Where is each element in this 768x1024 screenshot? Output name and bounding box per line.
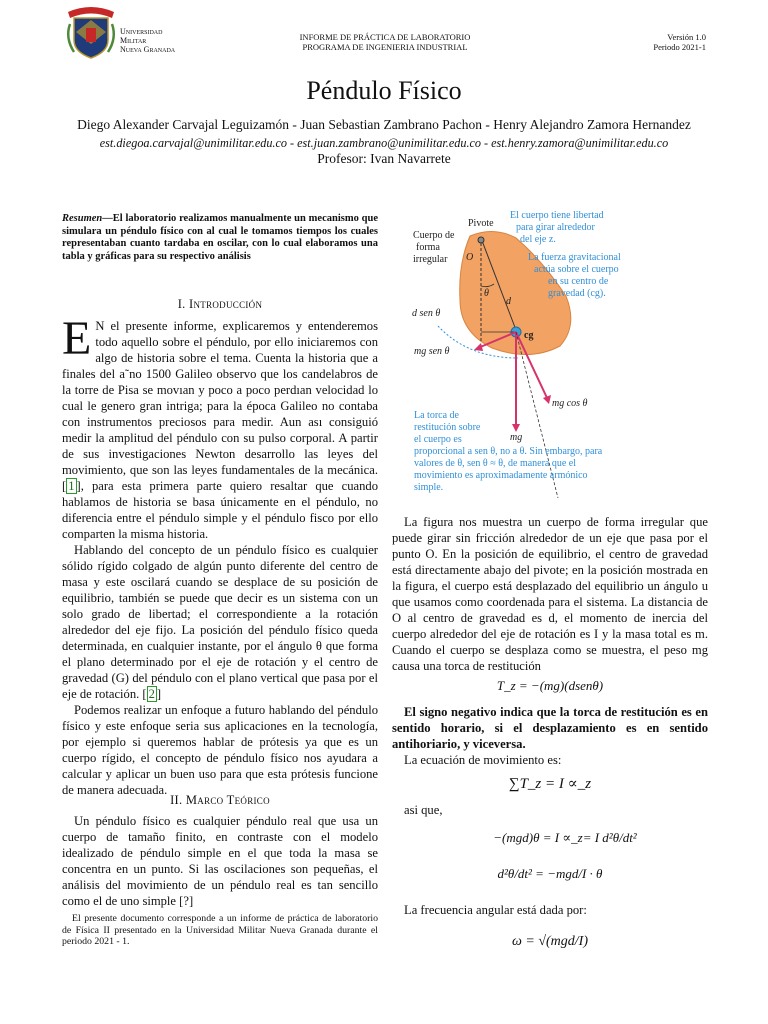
emails: est.diegoa.carvajal@unimilitar.edu.co - est.juan.zambrano@unimilitar.edu.co - est.henry.zamora@unimilitar.edu.co [99, 136, 669, 150]
label-cuerpo-2: forma [416, 242, 440, 253]
label-dsen: d sen θ [412, 308, 441, 319]
label-torca-2: restitución sobre [414, 422, 481, 433]
intro-paragraph-1: E N el presente informe, explicaremos y entenderemos todo aquello sobre el péndulo, por ello iniciaremos con algo de historia sobre el tema. Cuenta la historia que a finales del a˜no 1500 Galileo observo que los candelabros de la torre de Pisa se movıan y poco a poco perdıan velocidad lo cual le genero gran intriga; para la época Galileo no contaba con instrumentos preciosos para medir. Aun ası consiguió medir la amplitud del péndulo con su pulso corporal. A partir de sus investigaciones Newton desarrollo las leyes del movimiento, que son las leyes fundamentales de la mecánica. [ 1 ], para esta primera parte quiero resaltar que cuando hablamos de historia se basa únicamente en el péndulo, no diferencia entre el péndulo simple y el péndulo fisco por ello comparten la misma historia. [62, 312, 378, 541]
sign-note [392, 704, 708, 752]
footnote: El presente documento corresponde a un informe de práctica de laboratorio de Física II presentado en la Universidad Militar Nueva Granada durante el periodo 2021 - 1. [62, 913, 378, 947]
right-paragraph-2: El signo negativo indica que la torca de restitución es en sentido horario, si el desplazamiento es en sentido antihoriario, y viceversa. [392, 705, 708, 751]
label-torca-6: movimiento es aproximadamente armónico [414, 470, 588, 481]
label-cuerpo-1: Cuerpo de [413, 230, 455, 241]
abstract-text: —El laboratorio realizamos manualmente un mecanismo que simulara un péndulo físico con al cual le tomamos tiempos los cuales representaban cuanto tardaba en oscilar, con lo cual elaboramos una tabla y gráficas para su respectivo análisis [62, 213, 378, 263]
university-logo [62, 2, 120, 60]
right-paragraph-4: asi que, [404, 803, 443, 817]
label-pivote: Pivote [468, 218, 494, 229]
intro-p2-a: Hablando del concepto de un péndulo físico es cualquier sólido rígido colgado de algún punto diferente del centro de masa y este oscilará cuando se desplace de su posición de equilibrio, también se puede que decir es un sistema con un solo grado de libertad; el correspondiente a la rotación alrededor del eje fijo. La posición del péndulo físico queda determinada, en cualquier instante, por el ángulo θ que forma el plano determinado por el eje de rotación y el centro de gravedad (G) del péndulo con el plano vertical que pasa por el eje de rotación. [62, 543, 378, 701]
equation-second-derivative: d²θ/dt² = −mgd/I · θ [497, 866, 603, 881]
label-grav-2: actúa sobre el cuerpo [534, 264, 619, 275]
label-torca-1: La torca de [414, 410, 459, 421]
abstract [62, 213, 378, 264]
equation-motion: ∑T_z = I ∝_z [508, 776, 592, 792]
intro-p1-b: , para esta primera parte quiero resaltar que cuando hablamos de historia se basa únicamente en el péndulo, no diferencia entre el péndulo simple y el péndulo fisco por ello comparten la misma historia. [62, 479, 378, 541]
intro-paragraph-3: Podemos realizar un enfoque a futuro hablando del péndulo físico y este enfoque seria sus aplicaciones en la tecnología, por ejemplo si queremos hablar de prótesis ya que es un cuerpo rígido, el concepto de péndulo físico nos ayudara a calcular y aplicar un buen uso para que esta prótesis funcione de manera adecuada. [62, 703, 378, 797]
intro-paragraph-2: Hablando del concepto de un péndulo físico es cualquier sólido rígido colgado de algún punto diferente del centro de masa y este oscilará cuando se desplace de su posición de equilibrio, también se puede que decir es un sistema con un solo grado de libertad; el correspondiente a la rotación alrededor del eje fijo. La posición del péndulo físico queda determinada, en cualquier instante, por el ángulo θ que forma el plano determinado por el eje de rotación y el centro de gravedad (G) del péndulo con el plano vertical que pasa por el eje de rotación. [ 2 ] [62, 543, 378, 701]
label-cg: cg [524, 330, 534, 341]
pendulum-diagram [408, 208, 708, 498]
university-line2: Nueva Granada [120, 45, 176, 54]
label-theta: θ [484, 288, 489, 299]
section-intro-title: I. Introducción [177, 297, 263, 311]
university-line1: Universidad Militar [120, 27, 163, 45]
professor: Profesor: Ivan Navarrete [317, 151, 451, 166]
label-d: d [506, 296, 511, 307]
label-libertad-2: para girar alrededor [516, 222, 595, 233]
equation-frequency: ω = √(mgd/I) [511, 934, 588, 949]
mgsen-arrowhead [474, 343, 483, 351]
label-grav-4: gravedad (cg). [548, 288, 606, 299]
label-torca-4: proporcional a sen θ, no a θ. Sin embargo, para [414, 446, 603, 457]
version: Versión 1.0 [667, 32, 706, 42]
pendulum-figure [408, 208, 708, 498]
label-mg: mg [510, 432, 523, 443]
label-cuerpo-3: irregular [413, 254, 448, 265]
report-line1: INFORME DE PRÁCTICA DE LABORATORIO [299, 32, 471, 42]
version-block [600, 32, 706, 52]
label-mgsen: mg sen θ [414, 346, 450, 357]
section-marco-title: II. Marco Teórico [170, 793, 270, 807]
intro-p1-a: N el presente informe, explicaremos y entenderemos todo aquello sobre el péndulo, por ello iniciaremos con algo de historia sobre el tema. Cuenta la historia que a finales del a˜no 1500 Galileo observo que los candelabros de la torre de Pisa se movıan y poco a poco perdıan velocidad lo cual le genero gran intriga; para la época Galileo no contaba con instrumentos preciosos para medir. Aun ası consiguió medir la amplitud del péndulo con su pulso corporal. A partir de sus investigaciones Newton desarrollo las leyes del movimiento, que son las leyes fundamentales de la mecánica. [62, 319, 378, 477]
university-name [120, 27, 190, 54]
intro-body [62, 312, 378, 798]
label-grav-3: en su centro de [548, 276, 609, 287]
label-mgcos: mg cos θ [552, 398, 588, 409]
label-torca-3: el cuerpo es [414, 434, 462, 445]
marco-paragraph-1: Un péndulo físico es cualquier péndulo real que usa un cuerpo de tamaño finito, en contraste con el modelo idealizado de péndulo simple en el que toda la masa se concentra en un punto. Si las oscilaciones son pequeñas, el análisis del movimiento de un péndulo real es tan sencillo como el de uno simple [?] [62, 814, 378, 908]
report-line2: PROGRAMA DE INGENIERIA INDUSTRIAL [302, 42, 468, 52]
equation-angular: −(mgd)θ = I ∝_z= I d²θ/dt² [493, 830, 637, 845]
equation-torque: T_z = −(mg)(dsenθ) [496, 678, 604, 693]
label-libertad-3: del eje z. [520, 234, 556, 245]
right-paragraph-1: La figura nos muestra un cuerpo de forma irregular que puede girar sin fricción alrededor de un eje que pasa por el punto O. En la posición de equilibrio, el centro de gravedad está directamente abajo del pivote; en la posición mostrada en la figura, el cuerpo está desplazado del equilibrio un ángulo u que usamos como coordenada para el sistema. La distancia de O al centro de gravedad es d, el momento de inercia del cuerpo alrededor del eje de rotación es I y la masa total es m. Cuando el cuerpo se desplaza como se muestra, el peso mg causa una torca de restitución [392, 515, 708, 673]
right-paragraph-3: La ecuación de movimiento es: [404, 753, 562, 767]
marco-body [62, 813, 378, 909]
authors: Diego Alexander Carvajal Leguizamón - Juan Sebastian Zambrano Pachon - Henry Alejandro Zamora Hernandez [77, 117, 691, 132]
pivot-point [478, 237, 484, 243]
label-grav-1: La fuerza gravitacional [528, 252, 621, 263]
abstract-label: Resumen [62, 213, 103, 224]
dropcap: E [62, 312, 92, 365]
label-libertad-1: El cuerpo tiene libertad [510, 210, 604, 221]
right-paragraph-5: La frecuencia angular está dada por: [404, 903, 587, 917]
label-O: O [466, 252, 474, 263]
paper-title: Péndulo Físico [306, 76, 462, 105]
mg-arrowhead [512, 424, 520, 432]
right-column-body [392, 514, 708, 674]
citation-link[interactable]: 1 [68, 479, 75, 493]
label-torca-5: valores de θ, sen θ ≈ θ, de manera que el [414, 458, 577, 469]
label-torca-7: simple. [414, 482, 444, 493]
report-header [260, 32, 510, 52]
citation-link[interactable]: 2 [148, 687, 155, 701]
period: Periodo 2021-1 [653, 42, 706, 52]
